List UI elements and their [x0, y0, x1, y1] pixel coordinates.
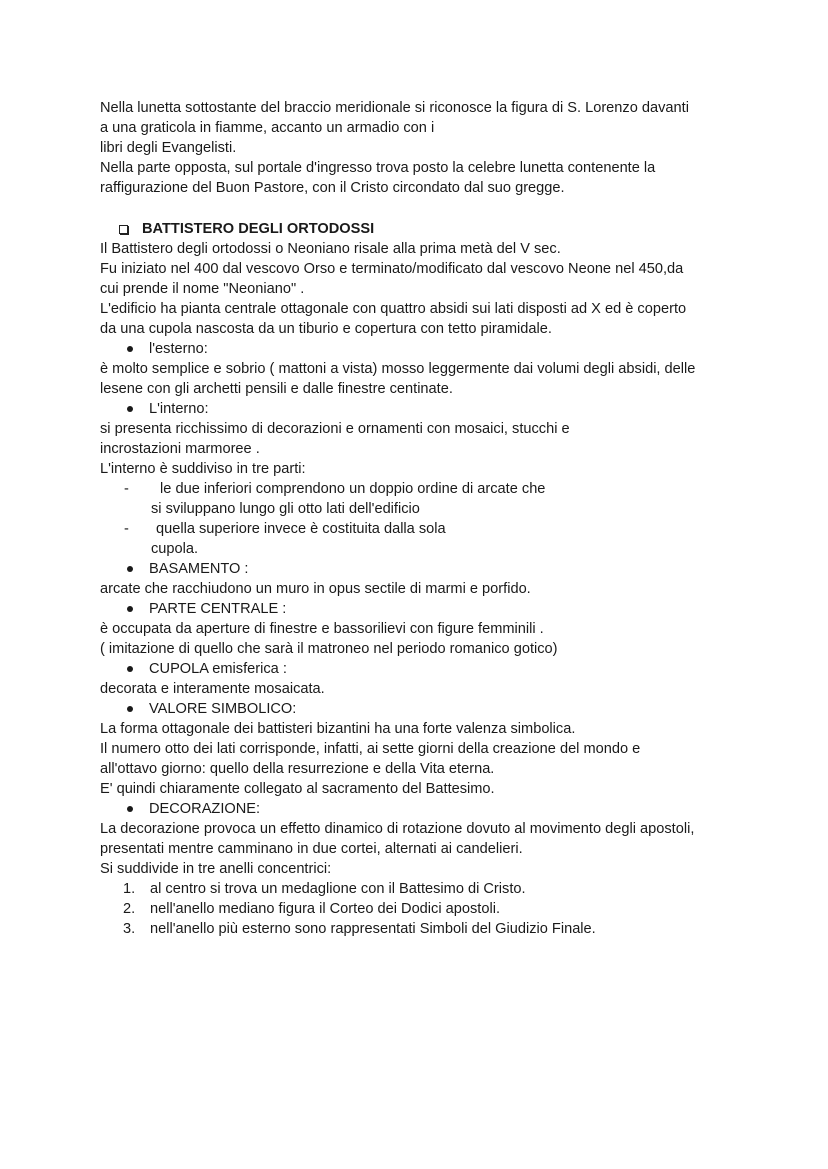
paragraph-line: lesene con gli archetti pensili e dalle finestre centinate. — [100, 381, 453, 397]
paragraph-line: arcate che racchiudono un muro in opus sectile di marmi e porfido. — [100, 581, 531, 597]
paragraph-line: decorata e interamente mosaicata. — [100, 681, 325, 697]
bullet-icon — [127, 566, 133, 572]
paragraph-line: cui prende il nome "Neoniano" . — [100, 281, 305, 297]
checkbox-bullet-icon — [119, 225, 128, 234]
bullet-icon — [127, 666, 133, 672]
paragraph-line: ( imitazione di quello che sarà il matroneo nel periodo romanico gotico) — [100, 641, 558, 657]
dash-text: le due inferiori comprendono un doppio ordine di arcate che — [156, 481, 546, 497]
paragraph-line: presentati mentre camminano in due cortei, alternati ai candelieri. — [100, 841, 523, 857]
paragraph-line: Nella parte opposta, sul portale d'ingresso trova posto la celebre lunetta contenente la — [100, 160, 656, 176]
item-text: nell'anello più esterno sono rappresentati Simboli del Giudizio Finale. — [150, 921, 596, 937]
dash-item — [100, 519, 768, 539]
bullet-item-basamento — [100, 559, 768, 579]
paragraph-line: Nella lunetta sottostante del braccio meridionale si riconosce la figura di S. Lorenzo davanti — [100, 100, 689, 116]
bullet-icon — [127, 346, 133, 352]
paragraph-line: Il Battistero degli ortodossi o Neoniano risale alla prima metà del V sec. — [100, 241, 561, 257]
section-heading — [100, 219, 768, 239]
item-text: al centro si trova un medaglione con il Battesimo di Cristo. — [150, 881, 526, 897]
bullet-item-cupola — [100, 659, 768, 679]
bullet-item-decorazione — [100, 799, 768, 819]
dash-text: quella superiore invece è costituita dalla sola — [156, 521, 446, 537]
bullet-item-simbolico — [100, 699, 768, 719]
bullet-icon — [127, 706, 133, 712]
paragraph-line: Fu iniziato nel 400 dal vescovo Orso e terminato/modificato dal vescovo Neone nel 450,da — [100, 261, 684, 277]
paragraph-line: La decorazione provoca un effetto dinamico di rotazione dovuto al movimento degli apostoli, — [100, 821, 695, 837]
dash-item — [100, 479, 768, 499]
bullet-label: CUPOLA emisferica : — [149, 661, 287, 677]
paragraph-line: è occupata da aperture di finestre e bassorilievi con figure femminili . — [100, 621, 544, 637]
paragraph-line: L'edificio ha pianta centrale ottagonale con quattro absidi sui lati disposti ad X ed è coperto — [100, 301, 687, 317]
section-heading-text: BATTISTERO DEGLI ORTODOSSI — [142, 221, 375, 237]
item-number: 1. — [123, 881, 136, 897]
paragraph-line: La forma ottagonale dei battisteri bizantini ha una forte valenza simbolica. — [100, 721, 576, 737]
bullet-item-interno — [100, 399, 768, 419]
dash-marker: - — [124, 481, 129, 497]
numbered-item — [100, 899, 768, 919]
dash-marker: - — [124, 521, 129, 537]
bullet-label: BASAMENTO : — [149, 561, 249, 577]
paragraph-line: raffigurazione del Buon Pastore, con il Cristo circondato dal suo gregge. — [100, 180, 565, 196]
dash-continuation: si sviluppano lungo gli otto lati dell'edificio — [151, 501, 420, 517]
paragraph-line: L'interno è suddiviso in tre parti: — [100, 461, 306, 477]
bullet-icon — [127, 806, 133, 812]
bullet-label: L'interno: — [149, 401, 209, 417]
bullet-label: VALORE SIMBOLICO: — [149, 701, 297, 717]
item-text: nell'anello mediano figura il Corteo dei Dodici apostoli. — [150, 901, 500, 917]
bullet-icon — [127, 406, 133, 412]
numbered-item — [100, 879, 768, 899]
dash-continuation: cupola. — [151, 541, 199, 557]
numbered-item — [100, 919, 768, 939]
bullet-label: l'esterno: — [149, 341, 208, 357]
paragraph-line: è molto semplice e sobrio ( mattoni a vista) mosso leggermente dai volumi degli absidi, delle — [100, 361, 696, 377]
paragraph-line: E' quindi chiaramente collegato al sacramento del Battesimo. — [100, 781, 495, 797]
paragraph-line: incrostazioni marmoree . — [100, 441, 260, 457]
paragraph-line: da una cupola nascosta da un tiburio e copertura con tetto piramidale. — [100, 321, 552, 337]
bullet-label: PARTE CENTRALE : — [149, 601, 287, 617]
paragraph-line: Il numero otto dei lati corrisponde, infatti, ai sette giorni della creazione del mondo e — [100, 741, 641, 757]
bullet-item-esterno — [100, 339, 768, 359]
item-number: 3. — [123, 921, 136, 937]
paragraph-line: Si suddivide in tre anelli concentrici: — [100, 861, 332, 877]
paragraph-line: si presenta ricchissimo di decorazioni e ornamenti con mosaici, stucchi e — [100, 421, 570, 437]
bullet-item-centrale — [100, 599, 768, 619]
item-number: 2. — [123, 901, 136, 917]
bullet-icon — [127, 606, 133, 612]
paragraph-line: libri degli Evangelisti. — [100, 140, 237, 156]
spacer — [100, 198, 768, 219]
bullet-label: DECORAZIONE: — [149, 801, 261, 817]
paragraph-line: a una graticola in fiamme, accanto un armadio con i — [100, 120, 435, 136]
paragraph-line: all'ottavo giorno: quello della resurrezione e della Vita eterna. — [100, 761, 495, 777]
